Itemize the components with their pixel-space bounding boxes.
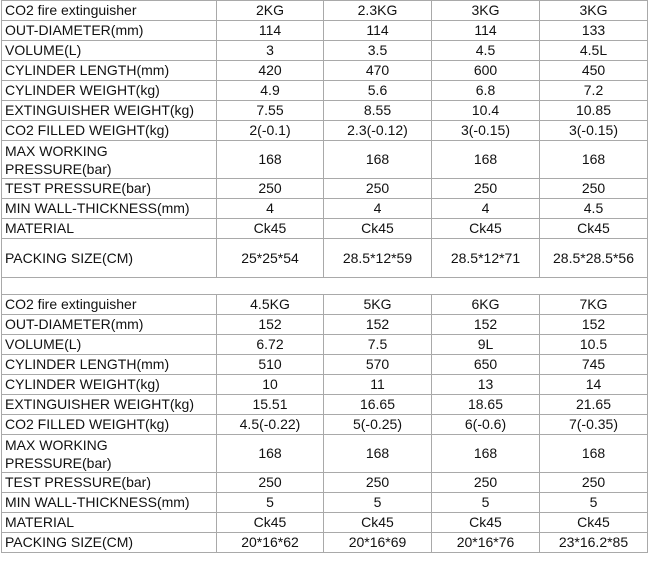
- cell-value: Ck45: [432, 513, 540, 533]
- cell-value: 23*16.2*85: [540, 533, 648, 553]
- table-row: [2, 435, 648, 473]
- table-row: [2, 21, 648, 41]
- cell-value: 10.5: [540, 335, 648, 355]
- cell-value: 11: [324, 375, 432, 395]
- row-label: VOLUME(L): [2, 335, 217, 355]
- cell-value: 10.4: [432, 101, 540, 121]
- cell-value: 600: [432, 61, 540, 81]
- row-label: MAX WORKING PRESSURE(bar): [2, 141, 217, 179]
- cell-value: 8.55: [324, 101, 432, 121]
- spec-table: [1, 0, 648, 553]
- cell-value: Ck45: [432, 219, 540, 239]
- cell-value: 114: [432, 21, 540, 41]
- cell-value: Ck45: [540, 219, 648, 239]
- spec-table-body: [2, 1, 648, 553]
- row-label: MIN WALL-THICKNESS(mm): [2, 493, 217, 513]
- cell-value: 152: [324, 315, 432, 335]
- cell-value: 420: [217, 61, 324, 81]
- cell-value: 250: [540, 179, 648, 199]
- cell-value: 3(-0.15): [540, 121, 648, 141]
- table-row: [2, 355, 648, 375]
- table-row: [2, 81, 648, 101]
- row-label: MIN WALL-THICKNESS(mm): [2, 199, 217, 219]
- cell-value: Ck45: [324, 513, 432, 533]
- cell-value: 570: [324, 355, 432, 375]
- header-row-1: [2, 1, 648, 21]
- cell-value: 6.8: [432, 81, 540, 101]
- cell-value: 168: [324, 141, 432, 179]
- header-row-2: [2, 295, 648, 315]
- cell-value: 20*16*69: [324, 533, 432, 553]
- cell-value: 250: [432, 179, 540, 199]
- cell-value: 28.5*28.5*56: [540, 239, 648, 278]
- cell-value: 28.5*12*59: [324, 239, 432, 278]
- cell-value: 2.3(-0.12): [324, 121, 432, 141]
- cell-value: 133: [540, 21, 648, 41]
- header-size: 3KG: [432, 1, 540, 21]
- row-label: TEST PRESSURE(bar): [2, 179, 217, 199]
- cell-value: 5: [540, 493, 648, 513]
- cell-value: 168: [432, 141, 540, 179]
- cell-value: 4.9: [217, 81, 324, 101]
- cell-value: 13: [432, 375, 540, 395]
- row-label: MATERIAL: [2, 513, 217, 533]
- row-label: EXTINGUISHER WEIGHT(kg): [2, 101, 217, 121]
- cell-value: 15.51: [217, 395, 324, 415]
- table-row: [2, 395, 648, 415]
- table-row: [2, 315, 648, 335]
- cell-value: 5(-0.25): [324, 415, 432, 435]
- cell-value: 4: [217, 199, 324, 219]
- cell-value: 21.65: [540, 395, 648, 415]
- cell-value: 2(-0.1): [217, 121, 324, 141]
- cell-value: 5: [324, 493, 432, 513]
- cell-value: 4.5L: [540, 41, 648, 61]
- table-row: [2, 335, 648, 355]
- cell-value: 4.5: [540, 199, 648, 219]
- table-row: [2, 41, 648, 61]
- table-row: [2, 513, 648, 533]
- cell-value: Ck45: [217, 513, 324, 533]
- header-size: 5KG: [324, 295, 432, 315]
- row-label: EXTINGUISHER WEIGHT(kg): [2, 395, 217, 415]
- table-row: [2, 141, 648, 179]
- cell-value: 10.85: [540, 101, 648, 121]
- cell-value: 3: [217, 41, 324, 61]
- table-row: [2, 61, 648, 81]
- table-row: [2, 199, 648, 219]
- cell-value: 250: [432, 473, 540, 493]
- cell-value: 152: [217, 315, 324, 335]
- table-row: [2, 121, 648, 141]
- cell-value: 4.5(-0.22): [217, 415, 324, 435]
- row-label: CYLINDER WEIGHT(kg): [2, 375, 217, 395]
- cell-value: 152: [540, 315, 648, 335]
- row-label: PACKING SIZE(CM): [2, 239, 217, 278]
- cell-value: 114: [217, 21, 324, 41]
- cell-value: 5: [432, 493, 540, 513]
- cell-value: 16.65: [324, 395, 432, 415]
- row-label: MAX WORKING PRESSURE(bar): [2, 435, 217, 473]
- header-size: 4.5KG: [217, 295, 324, 315]
- header-size: 6KG: [432, 295, 540, 315]
- header-size: 2KG: [217, 1, 324, 21]
- cell-value: 450: [540, 61, 648, 81]
- cell-value: 14: [540, 375, 648, 395]
- cell-value: 7.55: [217, 101, 324, 121]
- cell-value: 4: [324, 199, 432, 219]
- row-label: CYLINDER LENGTH(mm): [2, 61, 217, 81]
- cell-value: 168: [324, 435, 432, 473]
- table-row: [2, 415, 648, 435]
- header-size: 7KG: [540, 295, 648, 315]
- cell-value: 250: [324, 473, 432, 493]
- row-label: CO2 FILLED WEIGHT(kg): [2, 415, 217, 435]
- cell-value: 28.5*12*71: [432, 239, 540, 278]
- row-label: MATERIAL: [2, 219, 217, 239]
- row-label: TEST PRESSURE(bar): [2, 473, 217, 493]
- cell-value: 114: [324, 21, 432, 41]
- cell-value: 10: [217, 375, 324, 395]
- cell-value: 7.2: [540, 81, 648, 101]
- row-label: OUT-DIAMETER(mm): [2, 315, 217, 335]
- cell-value: 168: [432, 435, 540, 473]
- cell-value: 6(-0.6): [432, 415, 540, 435]
- table-row: [2, 493, 648, 513]
- cell-value: 250: [540, 473, 648, 493]
- cell-value: 4.5: [432, 41, 540, 61]
- table-row: [2, 239, 648, 278]
- cell-value: 4: [432, 199, 540, 219]
- row-label: PACKING SIZE(CM): [2, 533, 217, 553]
- table-row: [2, 533, 648, 553]
- cell-value: 745: [540, 355, 648, 375]
- cell-value: 20*16*76: [432, 533, 540, 553]
- header-size: 2.3KG: [324, 1, 432, 21]
- cell-value: 470: [324, 61, 432, 81]
- row-label: CO2 FILLED WEIGHT(kg): [2, 121, 217, 141]
- row-label: OUT-DIAMETER(mm): [2, 21, 217, 41]
- table-row: [2, 101, 648, 121]
- cell-value: 250: [217, 473, 324, 493]
- cell-value: 20*16*62: [217, 533, 324, 553]
- cell-value: 9L: [432, 335, 540, 355]
- spacer-cell: [2, 278, 648, 295]
- row-label: CYLINDER LENGTH(mm): [2, 355, 217, 375]
- spacer-row: [2, 278, 648, 295]
- header-size: 3KG: [540, 1, 648, 21]
- cell-value: 250: [217, 179, 324, 199]
- cell-value: Ck45: [324, 219, 432, 239]
- cell-value: 510: [217, 355, 324, 375]
- cell-value: 5.6: [324, 81, 432, 101]
- header-label: CO2 fire extinguisher: [2, 1, 217, 21]
- row-label: VOLUME(L): [2, 41, 217, 61]
- cell-value: 3(-0.15): [432, 121, 540, 141]
- cell-value: 168: [540, 141, 648, 179]
- table-row: [2, 179, 648, 199]
- cell-value: 3.5: [324, 41, 432, 61]
- cell-value: 250: [324, 179, 432, 199]
- cell-value: Ck45: [217, 219, 324, 239]
- cell-value: 650: [432, 355, 540, 375]
- cell-value: 5: [217, 493, 324, 513]
- row-label: CYLINDER WEIGHT(kg): [2, 81, 217, 101]
- cell-value: 168: [540, 435, 648, 473]
- cell-value: 7.5: [324, 335, 432, 355]
- table-row: [2, 375, 648, 395]
- cell-value: 152: [432, 315, 540, 335]
- table-row: [2, 473, 648, 493]
- cell-value: 6.72: [217, 335, 324, 355]
- table-row: [2, 219, 648, 239]
- header-label: CO2 fire extinguisher: [2, 295, 217, 315]
- cell-value: Ck45: [540, 513, 648, 533]
- cell-value: 25*25*54: [217, 239, 324, 278]
- cell-value: 7(-0.35): [540, 415, 648, 435]
- cell-value: 168: [217, 141, 324, 179]
- cell-value: 18.65: [432, 395, 540, 415]
- cell-value: 168: [217, 435, 324, 473]
